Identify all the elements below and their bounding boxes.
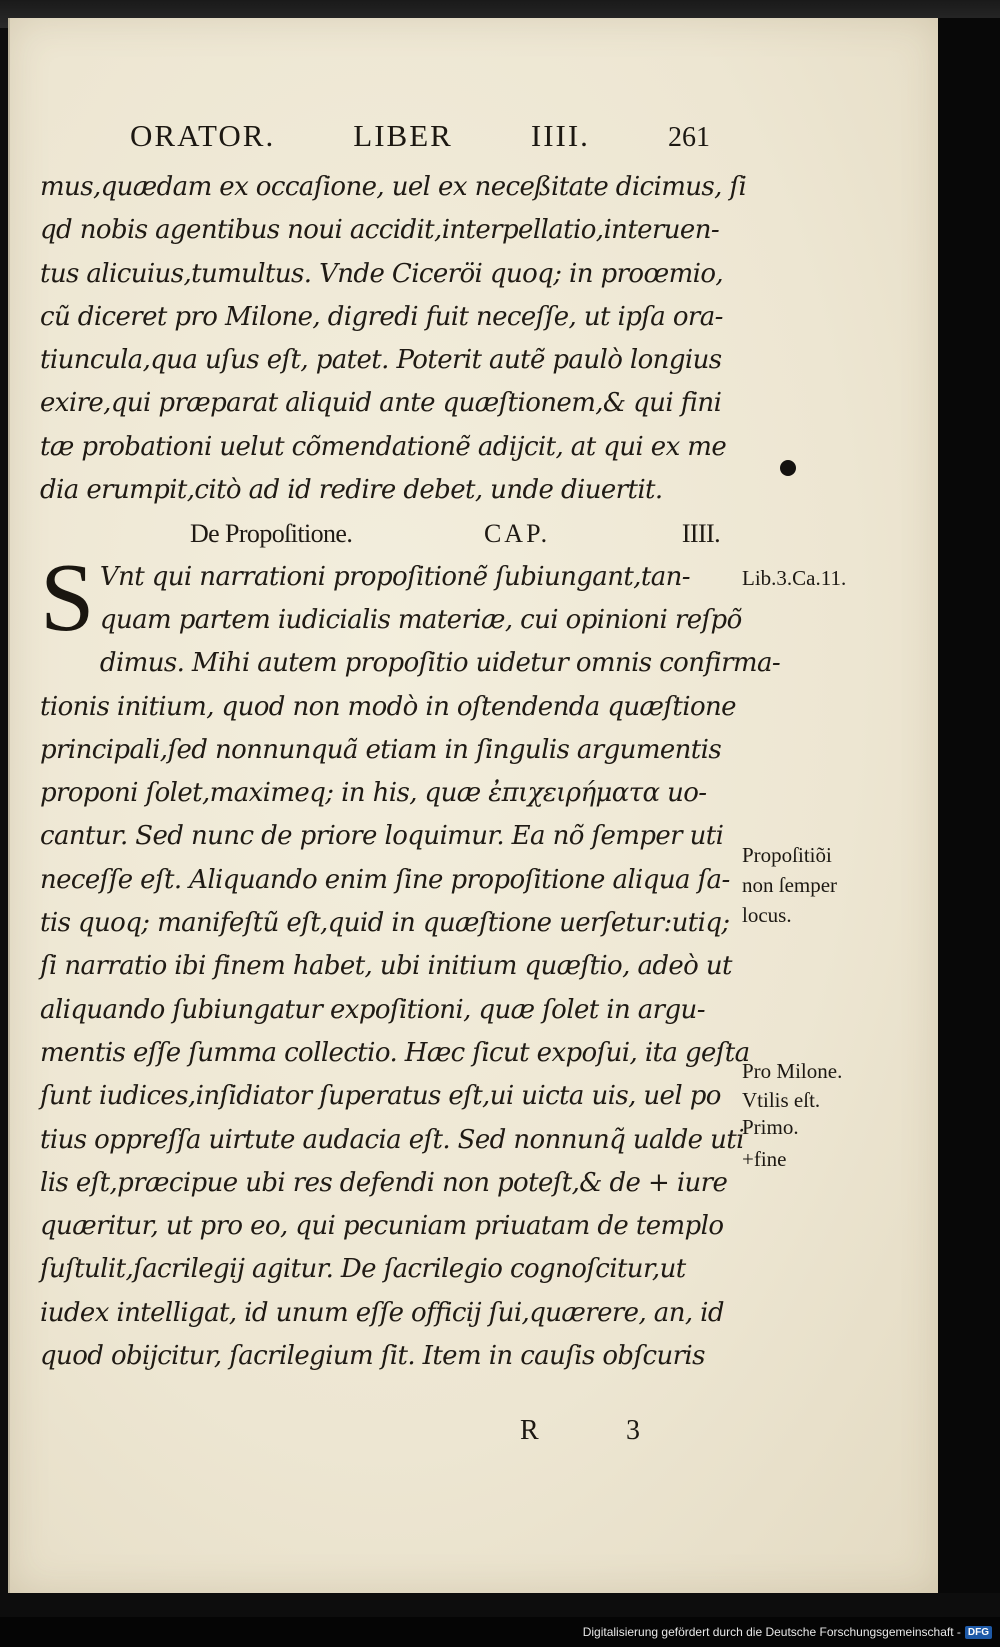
text-line: tiuncula,qua uſus eſt, patet. Poterit autẽ paulò longius — [40, 345, 722, 376]
text-line: dimus. Mihi autem propoſitio uidetur omnis confirma- — [99, 648, 781, 679]
text-line: ſunt iudices,inſidiator ſuperatus eſt,ui uicta uis, uel po — [40, 1081, 721, 1112]
running-head-title: ORATOR. — [130, 118, 276, 153]
text-line: dia erumpit,citò ad id redire debet, unde diuertit. — [40, 475, 663, 506]
chapter-heading — [40, 512, 740, 555]
margin-note: Lib.3.Ca.11. — [742, 566, 847, 590]
margin-note: non ſemper — [742, 873, 838, 897]
text-line: proponi ſolet,maximeq; in his, quæ ἐπιχειρήματα uo- — [40, 778, 707, 809]
text-line: Vnt qui narrationi propoſitionẽ ſubiungant,tan- — [99, 561, 690, 592]
text-line: neceſſe eſt. Aliquando enim ſine propoſitione aliqua ſa- — [40, 864, 730, 895]
page-number: 261 — [667, 122, 710, 153]
chapter-cap: CAP. — [483, 519, 551, 549]
ink-dot — [780, 460, 796, 476]
text-line: ſuſtulit,ſacrilegij agitur. De ſacrilegio cognoſcitur,ut — [40, 1254, 686, 1285]
scan-right-edge — [938, 18, 1000, 1593]
text-line: quam partem iudicialis materiæ, cui opinioni reſpõ — [99, 604, 742, 635]
text-line: cũ diceret pro Milone, digredi fuit neceſſe, ut ipſa ora- — [40, 301, 723, 332]
running-head-liber: LIBER — [353, 118, 453, 153]
text-line: quæritur, ut pro eo, qui pecuniam priuatam de templo — [40, 1211, 724, 1242]
text-line: lis eſt,præcipue ubi res defendi non poteſt,& de + iure — [40, 1167, 728, 1198]
drop-cap: S — [40, 543, 94, 652]
text-line: ſi narratio ibi finem habet, ubi initium quæſtio, adeò ut — [40, 951, 732, 982]
chapter-number: IIII. — [681, 519, 720, 549]
margin-note: +fine — [742, 1147, 787, 1171]
text-line: tius oppreſſa uirtute audacia eſt. Sed nonnunq̃ ualde uti — [40, 1124, 744, 1155]
text-line: qd nobis agentibus noui accidit,interpellatio,interuen- — [40, 215, 720, 246]
footer-bar — [0, 1617, 1000, 1647]
signature-number: 3 — [626, 1415, 640, 1446]
text-line: quod obijcitur, ſacrilegium ſit. Item in cauſis obſcuris — [40, 1341, 705, 1372]
chapter-title: De Propoſitione. — [190, 519, 353, 549]
text-line: tis quoq; manifeſtũ eſt,quid in quæſtione uerſetur:utiq; — [40, 908, 730, 939]
footer-credit: Digitalisierung gefördert durch die Deutsche Forschungsgemeinschaft - — [582, 1625, 961, 1639]
signature-mark — [520, 1415, 640, 1447]
margin-note: Primo. — [742, 1115, 799, 1139]
text-line: aliquando ſubiungatur expoſitioni, quæ ſolet in argu- — [40, 994, 705, 1025]
text-line: tionis initium, quod non modò in oſtendenda quæſtione — [40, 691, 736, 722]
signature-letter: R — [520, 1415, 539, 1446]
text-line: tæ probationi uelut cõmendationẽ adijcit, at qui ex me — [40, 431, 727, 462]
running-head — [130, 118, 710, 154]
text-line: cantur. Sed nunc de priore loquimur. Ea nõ ſemper uti — [40, 821, 724, 852]
text-line: tus alicuius,tumultus. Vnde Ciceröi quoq; in proœmio, — [40, 258, 724, 289]
text-line: exire,qui præparat aliquid ante quæſtionem,& qui fini — [40, 388, 722, 419]
margin-note: locus. — [742, 903, 792, 927]
dfg-logo-icon: DFG — [965, 1626, 992, 1639]
running-head-book-number: IIII. — [530, 118, 590, 153]
margin-note: Propoſitiõi — [742, 843, 832, 867]
margin-note: Pro Milone. — [742, 1059, 843, 1083]
text-line: mus,quædam ex occaſione, uel ex neceßitate dicimus, ſi — [40, 172, 747, 202]
margin-note: Vtilis eſt. — [742, 1088, 821, 1112]
text-line: iudex intelligat, id unum eſſe officij ſui,quærere, an, id — [40, 1297, 724, 1328]
text-line: mentis eſſe ſumma collectio. Hæc ſicut expoſui, ita geſta — [40, 1037, 750, 1068]
text-line: principali,ſed nonnunquã etiam in ſingulis argumentis — [40, 734, 722, 765]
